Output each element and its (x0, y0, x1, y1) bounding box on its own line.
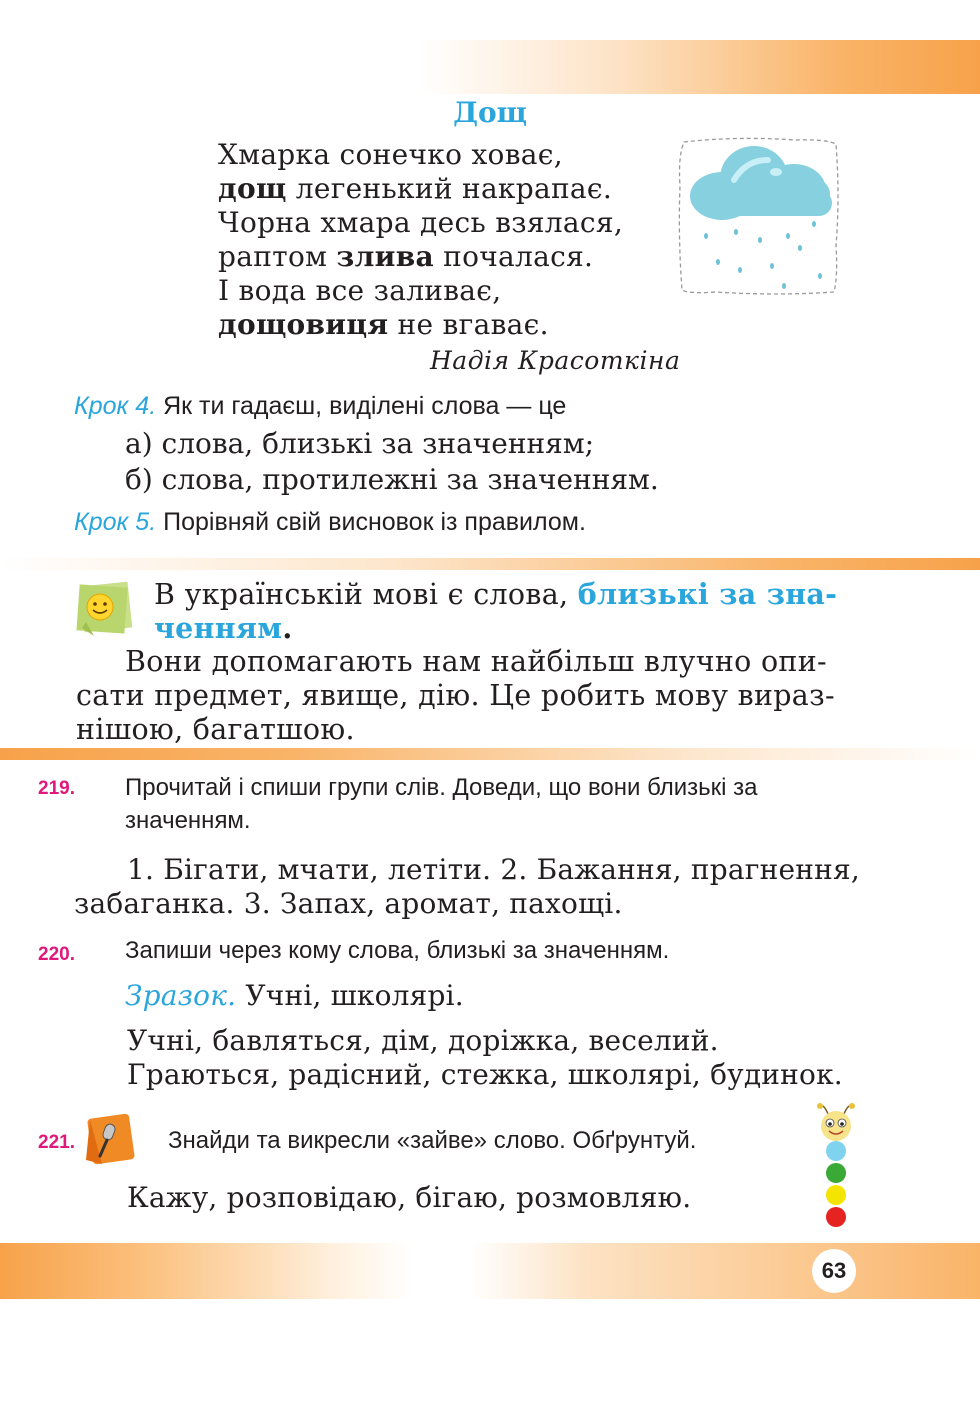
exercise-number: 221. (38, 1132, 75, 1153)
poem-line: Чорна хмара десь взялася, (218, 206, 624, 239)
exercise-task: Знайди та викресли «зайве» слово. Обґрунтуй. (168, 1127, 697, 1154)
caterpillar-difficulty-icon (812, 1102, 862, 1230)
rule-line-2: ченням. (154, 611, 293, 645)
exercise-body-line: Учні, бавляться, дім, доріжка, веселий. (127, 1024, 719, 1057)
poem-title: Дощ (453, 96, 527, 129)
option-a: а) слова, близькі за значенням; (125, 427, 595, 460)
poem-text (218, 138, 623, 342)
exercise-body-line: 1. Бігати, мчати, летіти. 2. Бажання, прагнення, (127, 853, 860, 886)
step-5 (74, 508, 586, 537)
smiley-note-icon (72, 578, 134, 638)
exercise-body-line: забаганка. 3. Запах, аромат, пахощі. (74, 887, 623, 920)
rule-top-stripe (0, 558, 980, 570)
exercise-task: Прочитай і спиши групи слів. Доведи, що вони близькі за значенням. (125, 774, 758, 834)
exercise-sample: Зразок. Учні, школярі. (125, 979, 464, 1012)
highlighted-word: дощ (218, 172, 287, 205)
poem-author: Надія Красоткіна (430, 346, 681, 375)
rule-line-5: нішою, багатшою. (76, 713, 355, 746)
step-label: Крок 5. (74, 508, 157, 536)
poem-line: дощовиця не вгаває. (218, 308, 549, 341)
rule-line-1: В українській мові є слова, близькі за зна- (154, 577, 838, 611)
exercise-body-line: Кажу, розповідаю, бігаю, розмовляю. (127, 1181, 692, 1214)
poem-line: Хмарка сонечко ховає, (218, 138, 563, 171)
option-b: б) слова, протилежні за значенням. (125, 463, 659, 496)
rule-line-3: Вони допомагають нам найбільш влучно опи- (125, 645, 827, 678)
top-decorative-band (420, 40, 980, 94)
rule-highlight: ченням (154, 611, 283, 645)
rule-bottom-stripe (0, 748, 980, 760)
step-4 (74, 392, 566, 421)
poem-line: І вода все заливає, (218, 274, 502, 307)
exercise-number: 220. (38, 944, 75, 965)
poem-line: дощ легенький накрапає. (218, 172, 613, 205)
poem-line: раптом злива почалася. (218, 240, 594, 273)
exercise-body-line: Граються, радісний, стежка, школярі, будинок. (127, 1058, 843, 1091)
step-text: Як ти гадаєш, виділені слова — це (163, 392, 567, 420)
rule-highlight: близькі за зна- (577, 577, 838, 611)
cloud-rain-icon (676, 136, 842, 298)
step-label: Крок 4. (74, 392, 157, 420)
highlighted-word: дощовиця (218, 308, 389, 341)
step-text: Порівняй свій висновок із правилом. (163, 508, 586, 536)
microphone-icon (82, 1110, 138, 1168)
sample-label: Зразок. (125, 979, 237, 1012)
rule-line-4: сати предмет, явище, дію. Це робить мову вираз- (76, 679, 835, 712)
exercise-number: 219. (38, 778, 75, 799)
highlighted-word: злива (336, 240, 434, 273)
exercise-task: Запиши через кому слова, близькі за значенням. (125, 937, 670, 964)
page-number: 63 (812, 1249, 856, 1293)
